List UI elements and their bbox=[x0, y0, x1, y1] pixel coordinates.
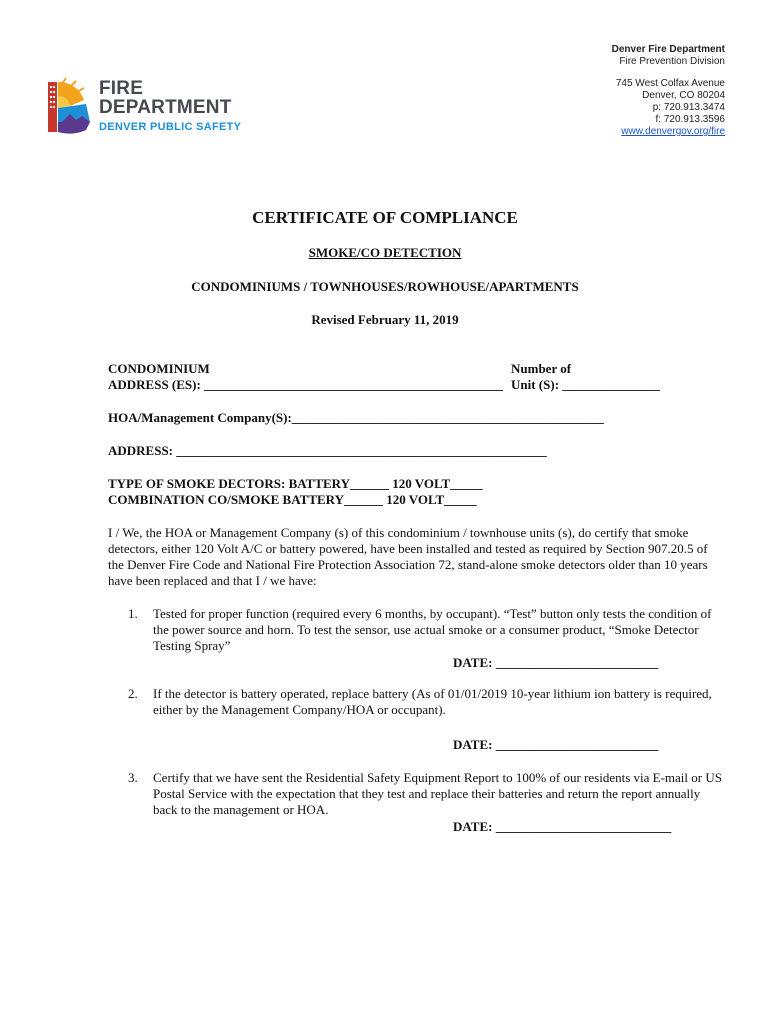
department-name: Denver Fire Department bbox=[611, 44, 725, 55]
item-number: 2. bbox=[128, 686, 138, 701]
division-name: Fire Prevention Division bbox=[619, 56, 725, 67]
date-field[interactable]: DATE: _________________________ bbox=[453, 655, 659, 670]
date-field[interactable]: DATE: _________________________ bbox=[453, 737, 659, 752]
street-address: 745 West Colfax Avenue bbox=[615, 78, 725, 89]
logo-line-department: DEPARTMENT bbox=[99, 97, 232, 118]
denver-logo-icon bbox=[46, 78, 92, 136]
certification-paragraph: I / We, the HOA or Management Company (s) of this condominium / townhouse units (s), do certify that smoke detectors, either 120 Volt A/C or battery powered, have been installed and tested as required by Section 907.20.5 of the Denver Fire Code and National Fire Protection Association 72, stand-alone smoke detectors older than 10 years have been replaced and that I / we have: bbox=[108, 525, 708, 588]
item-number: 1. bbox=[128, 606, 138, 621]
address-field[interactable]: ADDRESS: _________________________________________________________ bbox=[108, 443, 547, 458]
fire-department-logo bbox=[46, 78, 266, 138]
smoke-detector-type-field[interactable]: TYPE OF SMOKE DECTORS: BATTERY______ 120 VOLT_____ bbox=[108, 476, 483, 491]
number-of-label: Number of bbox=[511, 361, 572, 376]
fax-number: f: 720.913.3596 bbox=[655, 114, 725, 125]
logo-line-fire: FIRE bbox=[99, 78, 144, 99]
item-text: Certify that we have sent the Residential Safety Equipment Report to 100% of our residents via E-mail or US Postal Service with the expectation that they test and replace their batteries and return the report annually back to the management or HOA. bbox=[153, 770, 722, 817]
item-text: If the detector is battery operated, replace battery (As of 01/01/2019 10-year lithium ion battery is required, either by the Management Company/HOA or occupant). bbox=[153, 686, 712, 717]
units-field[interactable]: Unit (S): _______________ bbox=[511, 377, 660, 392]
combination-co-smoke-field[interactable]: COMBINATION CO/SMOKE BATTERY______ 120 VOLT_____ bbox=[108, 492, 477, 507]
document-subtitle: SMOKE/CO DETECTION bbox=[308, 245, 462, 260]
revision-date: Revised February 11, 2019 bbox=[311, 312, 459, 327]
condominium-label: CONDOMINIUM bbox=[108, 361, 210, 376]
address-es-field[interactable]: ADDRESS (ES): ______________________________________________ bbox=[108, 377, 504, 392]
logo-line-public-safety: DENVER PUBLIC SAFETY bbox=[99, 121, 242, 133]
city-address: Denver, CO 80204 bbox=[642, 90, 725, 101]
item-number: 3. bbox=[128, 770, 138, 785]
date-field[interactable]: DATE: ___________________________ bbox=[453, 819, 672, 834]
website-link[interactable]: www.denvergov.org/fire bbox=[621, 126, 725, 137]
item-text: Tested for proper function (required every 6 months, by occupant). “Test” button only tests the condition of the power source and horn. To test the sensor, use actual smoke or a consumer product, “Smoke Detector Testing Spray” bbox=[153, 606, 712, 653]
hoa-management-field[interactable]: HOA/Management Company(S):________________________________________________ bbox=[108, 410, 604, 425]
document-scope: CONDOMINIUMS / TOWNHOUSES/ROWHOUSE/APARTMENTS bbox=[191, 279, 579, 294]
contact-block bbox=[465, 44, 725, 138]
phone-number: p: 720.913.3474 bbox=[652, 102, 725, 113]
document-title: CERTIFICATE OF COMPLIANCE bbox=[252, 208, 518, 227]
